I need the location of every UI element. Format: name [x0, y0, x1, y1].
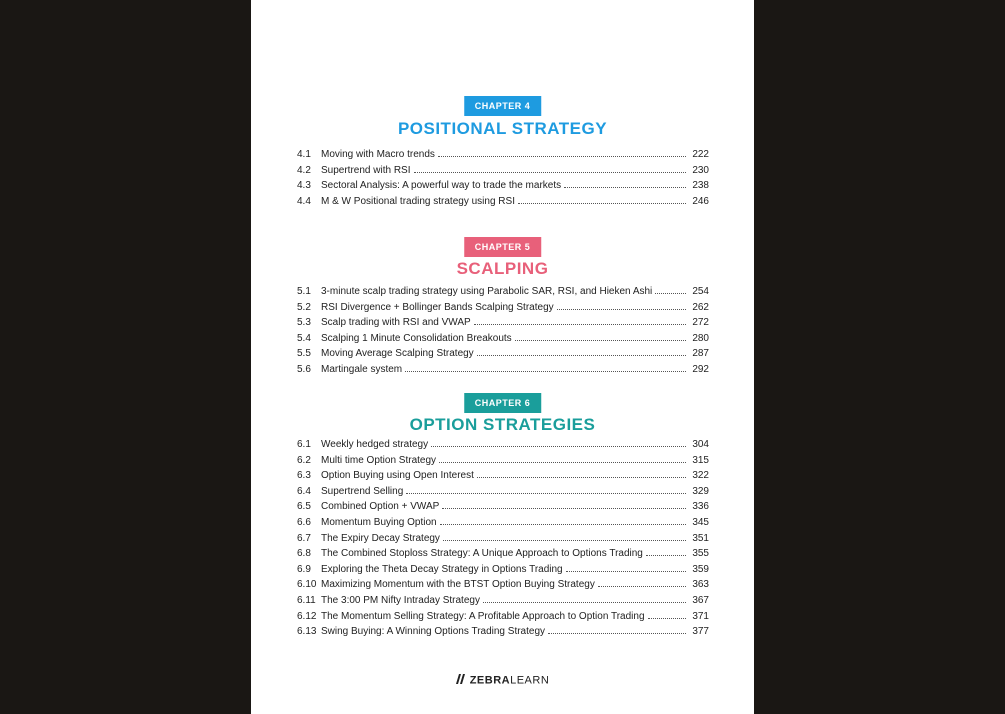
- toc-entry-number: 6.1: [297, 439, 311, 450]
- dot-leader: [477, 477, 686, 478]
- toc-entry-page: 292: [692, 364, 709, 375]
- toc-entry-page: 367: [692, 595, 709, 606]
- toc-entry[interactable]: [297, 360, 709, 375]
- toc-entry-title: Momentum Buying Option: [321, 517, 437, 528]
- dot-leader: [646, 555, 686, 556]
- toc-entry[interactable]: [297, 435, 709, 450]
- toc-entry-page: 345: [692, 517, 709, 528]
- toc-entry-number: 5.2: [297, 301, 311, 313]
- toc-entry-title: Supertrend Selling: [321, 485, 404, 497]
- toc-entry[interactable]: [297, 560, 709, 575]
- toc-entry-number: 4.2: [297, 164, 311, 176]
- toc-entry[interactable]: [297, 176, 709, 191]
- book-page: [251, 0, 754, 714]
- toc-entry-title: Supertrend with RSI: [321, 164, 411, 176]
- toc-entry-page: 280: [692, 332, 709, 344]
- toc-entry-page: 287: [692, 348, 709, 360]
- dot-leader: [648, 618, 686, 619]
- toc-entry-number: 5.3: [297, 317, 311, 329]
- dot-leader: [474, 324, 686, 325]
- dot-leader: [443, 540, 686, 541]
- toc-entry-page: 371: [692, 610, 709, 622]
- zebralearn-logo: [251, 674, 754, 687]
- toc-entry-title: M & W Positional trading strategy using RSI: [321, 195, 515, 207]
- dot-leader: [598, 586, 686, 587]
- toc-entry-number: 6.9: [297, 563, 311, 575]
- toc-entry-page: 246: [692, 195, 709, 207]
- dot-leader: [548, 633, 686, 634]
- toc-entry-number: 5.5: [297, 348, 311, 360]
- toc-entry-page: 355: [692, 548, 709, 560]
- dot-leader: [564, 187, 686, 188]
- toc-entry-title: Scalping 1 Minute Consolidation Breakouts: [321, 332, 512, 344]
- toc-entry-page: 359: [692, 563, 709, 575]
- toc-entry-number: 6.4: [297, 485, 311, 497]
- brand-bold: ZEBRA: [469, 674, 511, 687]
- dot-leader: [655, 293, 686, 294]
- toc-entry[interactable]: [297, 344, 709, 359]
- toc-entry[interactable]: [297, 313, 709, 328]
- dot-leader: [557, 309, 686, 310]
- chapter-5-badge: CHAPTER 5: [464, 237, 542, 257]
- toc-entry-number: 5.4: [297, 332, 311, 344]
- toc-entry-title: Martingale system: [321, 364, 403, 375]
- toc-entry-title: Multi time Option Strategy: [321, 454, 437, 466]
- toc-entry-number: 6.12: [297, 610, 317, 622]
- chapter-4-badge: CHAPTER 4: [464, 96, 542, 116]
- chapter-5-title: SCALPING: [456, 259, 549, 278]
- toc-entry-page: 222: [692, 149, 709, 160]
- chapter-4-title: POSITIONAL STRATEGY: [397, 119, 608, 138]
- dot-leader: [406, 493, 686, 494]
- toc-entry-number: 4.3: [297, 180, 311, 191]
- toc-entry[interactable]: [297, 529, 709, 544]
- toc-entry[interactable]: [297, 282, 709, 297]
- toc-entry-title: Combined Option + VWAP: [321, 501, 440, 513]
- toc-entry-number: 6.6: [297, 517, 311, 528]
- dot-leader: [483, 602, 686, 603]
- toc-entry-number: 6.13: [297, 626, 317, 638]
- dot-leader: [518, 203, 686, 204]
- toc-entry-number: 6.5: [297, 501, 311, 513]
- dot-leader: [438, 156, 686, 157]
- toc-entry-number: 6.3: [297, 470, 311, 482]
- toc-entry-number: 5.1: [297, 286, 311, 297]
- toc-entry-title: Scalp trading with RSI and VWAP: [321, 317, 471, 329]
- toc-entry[interactable]: [297, 482, 709, 497]
- toc-entry-page: 230: [692, 164, 709, 176]
- toc-entry-title: 3-minute scalp trading strategy using Parabolic SAR, RSI, and Hieken Ashi: [321, 286, 653, 297]
- toc-entry-page: 351: [692, 532, 709, 544]
- toc-entry[interactable]: [297, 161, 709, 176]
- toc-entry-page: 377: [692, 626, 709, 638]
- dot-leader: [405, 371, 686, 372]
- toc-entry[interactable]: [297, 544, 709, 559]
- toc-entry-number: 6.7: [297, 532, 311, 544]
- toc-entry-title: Weekly hedged strategy: [321, 439, 429, 450]
- toc-entry-title: The Combined Stoploss Strategy: A Unique Approach to Options Trading: [321, 548, 643, 560]
- toc-entry-number: 4.1: [297, 149, 311, 160]
- toc-entry-title: Moving Average Scalping Strategy: [321, 348, 474, 360]
- toc-entry-page: 304: [692, 439, 709, 450]
- dot-leader: [440, 524, 686, 525]
- toc-entry[interactable]: [297, 298, 709, 313]
- toc-entry[interactable]: [297, 451, 709, 466]
- toc-entry[interactable]: [297, 466, 709, 481]
- toc-entry-title: The Expiry Decay Strategy: [321, 532, 440, 544]
- toc-entry-title: Swing Buying: A Winning Options Trading Strategy: [321, 626, 546, 638]
- toc-entry-page: 262: [692, 301, 709, 313]
- brand-light: LEARN: [510, 674, 550, 687]
- toc-entry-page: 254: [692, 286, 709, 297]
- toc-entry-page: 322: [692, 470, 709, 482]
- toc-entry-title: The Momentum Selling Strategy: A Profitable Approach to Option Trading: [321, 610, 645, 622]
- toc-entry[interactable]: [297, 513, 709, 528]
- toc-entry[interactable]: [297, 591, 709, 606]
- toc-entry-number: 4.4: [297, 195, 311, 207]
- toc-entry-page: 329: [692, 485, 709, 497]
- dot-leader: [477, 355, 686, 356]
- toc-entry-page: 238: [692, 180, 709, 191]
- toc-entry-number: 5.6: [297, 364, 311, 375]
- dot-leader: [439, 462, 686, 463]
- toc-entry-title: Moving with Macro trends: [321, 149, 435, 160]
- zebra-stripes-icon: [456, 674, 467, 687]
- dot-leader: [566, 571, 686, 572]
- toc-entry-title: Option Buying using Open Interest: [321, 470, 474, 482]
- toc-entry-number: 6.2: [297, 454, 311, 466]
- toc-entry-title: Sectoral Analysis: A powerful way to trade the markets: [321, 180, 562, 191]
- toc-entry[interactable]: [297, 329, 709, 344]
- toc-entry[interactable]: [297, 192, 709, 207]
- dot-leader: [431, 446, 686, 447]
- toc-entry[interactable]: [297, 575, 709, 590]
- chapter-6-badge: CHAPTER 6: [464, 393, 542, 413]
- toc-entry-title: The 3:00 PM Nifty Intraday Strategy: [321, 595, 480, 606]
- toc-entry-title: Maximizing Momentum with the BTST Option Buying Strategy: [321, 579, 595, 591]
- toc-entry[interactable]: [297, 145, 709, 160]
- toc-entry-title: Exploring the Theta Decay Strategy in Options Trading: [321, 563, 563, 575]
- toc-entry[interactable]: [297, 607, 709, 622]
- toc-entry-number: 6.10: [297, 579, 317, 591]
- toc-entry-number: 6.11: [297, 595, 316, 606]
- dot-leader: [442, 508, 686, 509]
- toc-entry[interactable]: [297, 497, 709, 512]
- toc-entry-page: 315: [692, 454, 709, 466]
- chapter-6-title: OPTION STRATEGIES: [409, 415, 596, 434]
- toc-entry-page: 363: [692, 579, 709, 591]
- dot-leader: [414, 172, 687, 173]
- toc-entry-title: RSI Divergence + Bollinger Bands Scalping Strategy: [321, 301, 554, 313]
- toc-entry[interactable]: [297, 622, 709, 637]
- dot-leader: [515, 340, 686, 341]
- toc-entry-page: 272: [692, 317, 709, 329]
- toc-entry-number: 6.8: [297, 548, 311, 560]
- toc-entry-page: 336: [692, 501, 709, 513]
